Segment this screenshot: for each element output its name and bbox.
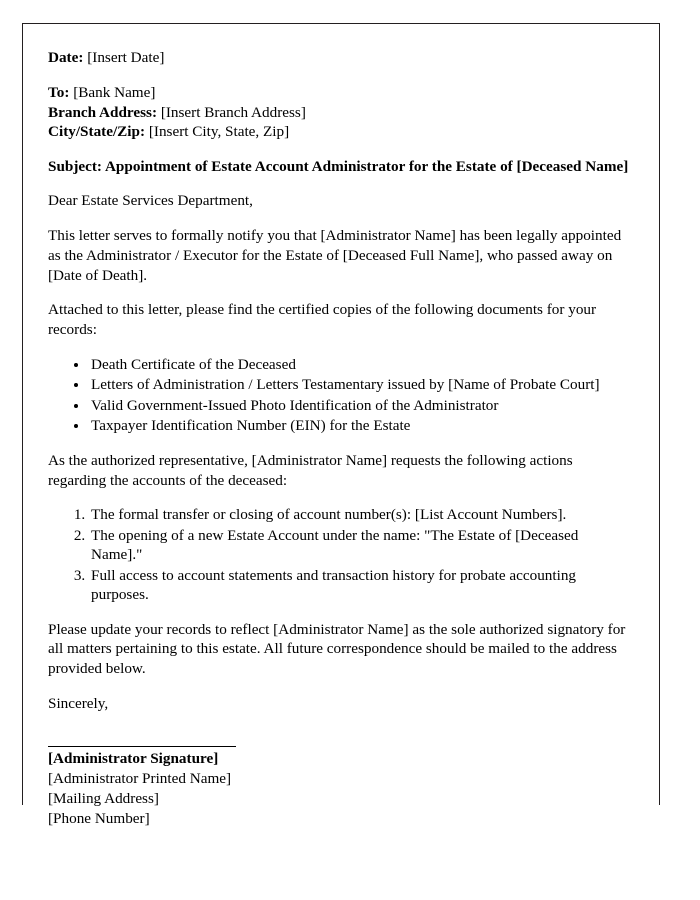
date-value: [Insert Date] xyxy=(87,49,165,66)
list-item: • Valid Government-Issued Photo Identification of the Administrator xyxy=(89,396,629,415)
list-item: 1. The formal transfer or closing of account number(s): [List Account Numbers]. xyxy=(89,505,629,524)
recipient-branch-value: [Insert Branch Address] xyxy=(160,103,306,121)
list-item: 3. Full access to account statements and transaction history for probate accounting purposes. xyxy=(89,566,629,605)
attachment-list xyxy=(48,355,629,436)
recipient-branch-line xyxy=(48,103,629,123)
signature-block xyxy=(48,749,629,829)
signature-printed-name: [Administrator Printed Name] xyxy=(48,769,232,787)
signature-phone-number: [Phone Number] xyxy=(48,809,150,827)
list-item: • Death Certificate of the Deceased xyxy=(89,355,629,374)
paragraph-intro: This letter serves to formally notify you that [Administrator Name] has been legally appointed as the Administrator / Executor for the Estate of [Deceased Full Name], who passed away on [Date of Death]. xyxy=(48,227,622,284)
subject-line: Subject: Appointment of Estate Account Administrator for the Estate of [Deceased Name] xyxy=(48,158,629,175)
date-label: Date: xyxy=(48,49,84,66)
list-item: • Taxpayer Identification Number (EIN) for the Estate xyxy=(89,416,629,435)
recipient-to-value: [Bank Name] xyxy=(73,83,156,101)
recipient-city-label: City/State/Zip: xyxy=(48,123,146,141)
closing-salutation: Sincerely, xyxy=(48,694,109,712)
date-block xyxy=(48,48,629,68)
requested-actions-list xyxy=(48,505,629,604)
paragraph-attachments: Attached to this letter, please find the certified copies of the following documents for your records: xyxy=(48,301,597,339)
recipient-branch-label: Branch Address: xyxy=(48,103,158,121)
recipient-city-value: [Insert City, State, Zip] xyxy=(148,123,290,141)
signature-name: [Administrator Signature] xyxy=(48,749,219,767)
paragraph-requests: As the authorized representative, [Administrator Name] requests the following actions regarding the accounts of the deceased: xyxy=(48,451,573,489)
salutation: Dear Estate Services Department, xyxy=(48,192,253,210)
list-item: 2. The opening of a new Estate Account under the name: "The Estate of [Deceased Name]." xyxy=(89,526,629,565)
signature-spacer xyxy=(48,718,629,746)
recipient-to-line xyxy=(48,83,629,103)
recipient-block xyxy=(48,83,629,142)
letter-body xyxy=(23,24,659,829)
signature-mailing-address: [Mailing Address] xyxy=(48,789,159,807)
recipient-city-line xyxy=(48,122,629,142)
recipient-to-label: To: xyxy=(48,83,70,101)
paragraph-records-update: Please update your records to reflect [Administrator Name] as the sole authorized signatory for all matters pertaining to this estate. All future correspondence should be mailed to the address provided below. xyxy=(48,620,626,678)
list-item: • Letters of Administration / Letters Testamentary issued by [Name of Probate Court] xyxy=(89,375,629,394)
signature-rule xyxy=(48,746,236,747)
document-page xyxy=(22,23,660,827)
